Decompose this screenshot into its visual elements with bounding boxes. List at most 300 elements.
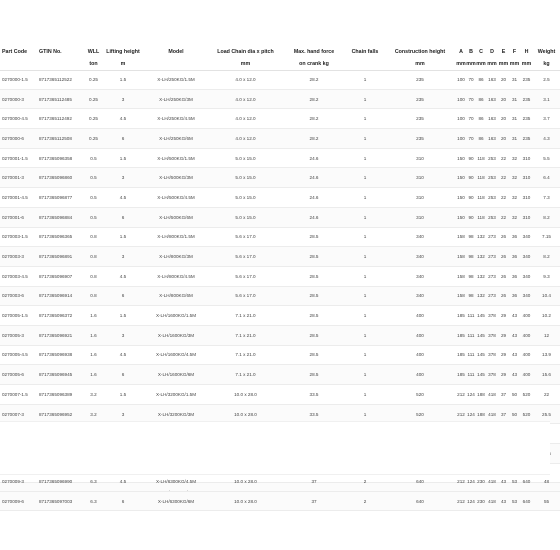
cell-w: 9.3 [533, 266, 560, 286]
cell-h: 235 [520, 109, 533, 129]
cell-h: 310 [520, 188, 533, 208]
cell-a: 100 [456, 109, 466, 129]
cell-gtin: 8717365096365 [37, 227, 84, 247]
cell-e: 43 [498, 472, 509, 491]
column-header-cons: Construction height [394, 48, 446, 55]
column-unit-wll: ton [89, 60, 98, 67]
cell-cons: 520 [384, 385, 456, 405]
cell-model: X-LH/3200KG/3M [143, 404, 209, 424]
cell-chain: 10.0 x 28.0 [209, 491, 282, 511]
cell-a: 212 [456, 472, 466, 491]
column-unit-h: mm [521, 60, 532, 67]
cell-model: X-LH/500KG/6M [143, 207, 209, 227]
table-row [0, 129, 560, 149]
cell-b: 70 [466, 70, 476, 89]
cell-falls: 1 [346, 325, 384, 345]
cell-a: 100 [456, 70, 466, 89]
cell-a: 212 [456, 491, 466, 511]
table-row [0, 306, 560, 326]
cell-d: 273 [486, 247, 498, 267]
cell-chain: 4.0 x 12.0 [209, 89, 282, 109]
cell-falls: 1 [346, 286, 384, 306]
cell-lift: 6 [103, 286, 143, 306]
cell-e: 29 [498, 325, 509, 345]
cell-w: 4.3 [533, 129, 560, 149]
cell-d: 378 [486, 325, 498, 345]
cell-wll: 6.3 [84, 472, 103, 491]
cell-f: 43 [509, 345, 520, 365]
cell-gtin: 8717365096938 [37, 345, 84, 365]
cell-lift: 3 [103, 325, 143, 345]
cell-force: 28.2 [282, 109, 346, 129]
cell-force: 28.5 [282, 306, 346, 326]
table-row [0, 207, 560, 227]
cell-w: 7.15 [533, 227, 560, 247]
cell-cons: 400 [384, 325, 456, 345]
cell-cons: 640 [384, 472, 456, 491]
cell-lift: 1.5 [103, 227, 143, 247]
cell-chain: 10.0 x 28.0 [209, 472, 282, 491]
cell-h: 520 [520, 404, 533, 424]
cell-cons: 310 [384, 168, 456, 188]
cell-cons: 400 [384, 345, 456, 365]
cell-part: 0270005-3 [0, 325, 37, 345]
cell-part: 0270001-4.5 [0, 188, 37, 208]
cell-b: 90 [466, 168, 476, 188]
cell-wll: 3.2 [84, 385, 103, 405]
cell-cons: 340 [384, 286, 456, 306]
cell-model: X-LH/800KG/4.5M [143, 266, 209, 286]
cell-part: 0270003-4.5 [0, 266, 37, 286]
cell-falls: 1 [346, 365, 384, 385]
cell-b: 124 [466, 385, 476, 405]
cell-f: 31 [509, 129, 520, 149]
cell-model: X-LH/250KG/6M [143, 129, 209, 149]
cell-force: 24.6 [282, 168, 346, 188]
cell-falls: 1 [346, 89, 384, 109]
cell-d: 163 [486, 89, 498, 109]
cell-e: 37 [498, 385, 509, 405]
cell-wll: 0.25 [84, 129, 103, 149]
cell-d: 253 [486, 168, 498, 188]
cell-falls: 1 [346, 109, 384, 129]
cell-force: 37 [282, 491, 346, 511]
cell-chain: 10.0 x 28.0 [209, 404, 282, 424]
cell-c: 230 [476, 491, 486, 511]
cell-d: 163 [486, 129, 498, 149]
column-header-wll: WLL [87, 48, 100, 55]
column-header-chain: Load Chain dia x pitch [217, 48, 274, 55]
cell-a: 212 [456, 385, 466, 405]
column-header-lift: Lifting height [106, 48, 140, 55]
cell-d: 418 [486, 404, 498, 424]
cell-b: 111 [466, 365, 476, 385]
table-row [0, 70, 560, 89]
cell-falls: 1 [346, 129, 384, 149]
cell-chain: 7.1 x 21.0 [209, 365, 282, 385]
cell-d: 253 [486, 188, 498, 208]
spec-table-body-continued [0, 472, 560, 511]
cell-model: X-LH/800KG/1.5M [143, 227, 209, 247]
cell-h: 235 [520, 89, 533, 109]
cell-gtin: 8717365096990 [37, 472, 84, 491]
column-header-f: F [512, 48, 517, 55]
cell-c: 145 [476, 306, 486, 326]
cell-model: X-LH/500KG/1.5M [143, 148, 209, 168]
cell-wll: 0.25 [84, 89, 103, 109]
cell-lift: 1.5 [103, 70, 143, 89]
cell-b: 90 [466, 188, 476, 208]
cell-gtin: 8717365112508 [37, 129, 84, 149]
cell-chain: 5.6 x 17.0 [209, 266, 282, 286]
cell-lift: 6 [103, 491, 143, 511]
table-row [0, 188, 560, 208]
table-row [0, 472, 560, 491]
cell-d: 273 [486, 286, 498, 306]
cell-lift: 4.5 [103, 188, 143, 208]
cell-part: 0270001-6 [0, 207, 37, 227]
cell-a: 158 [456, 286, 466, 306]
cell-f: 31 [509, 109, 520, 129]
cell-d: 378 [486, 306, 498, 326]
cell-wll: 0.25 [84, 109, 103, 129]
cell-e: 37 [498, 404, 509, 424]
cell-w: 8.2 [533, 247, 560, 267]
table-row [0, 491, 560, 511]
cell-f: 50 [509, 385, 520, 405]
cell-lift: 1.5 [103, 306, 143, 326]
cell-chain: 7.1 x 21.0 [209, 325, 282, 345]
table-row [0, 325, 560, 345]
cell-lift: 4.5 [103, 345, 143, 365]
column-header-a: A [459, 48, 463, 55]
cell-c: 132 [476, 286, 486, 306]
cell-w: 7.3 [533, 188, 560, 208]
cell-h: 340 [520, 266, 533, 286]
table-row [0, 286, 560, 306]
cell-f: 53 [509, 472, 520, 491]
cell-w: 8.2 [533, 207, 560, 227]
cell-gtin: 8717365096372 [37, 306, 84, 326]
cell-h: 400 [520, 365, 533, 385]
cell-d: 163 [486, 70, 498, 89]
cell-a: 158 [456, 227, 466, 247]
cell-e: 22 [498, 148, 509, 168]
cell-b: 70 [466, 89, 476, 109]
cell-b: 111 [466, 325, 476, 345]
cell-e: 22 [498, 168, 509, 188]
cell-e: 26 [498, 247, 509, 267]
cell-a: 185 [456, 365, 466, 385]
table-row [0, 148, 560, 168]
column-header-h: H [524, 48, 529, 55]
column-unit-cons: mm [415, 60, 425, 67]
cell-b: 111 [466, 345, 476, 365]
cell-lift: 3 [103, 247, 143, 267]
cell-gtin: 8717365096914 [37, 286, 84, 306]
cell-gtin: 8717365096860 [37, 168, 84, 188]
cell-chain: 7.1 x 21.0 [209, 345, 282, 365]
cell-force: 33.5 [282, 385, 346, 405]
cell-part: 0270003-3 [0, 247, 37, 267]
cell-force: 28.5 [282, 247, 346, 267]
cell-gtin: 8717365096945 [37, 365, 84, 385]
column-unit-w: kg [543, 60, 550, 67]
cell-falls: 2 [346, 472, 384, 491]
column-unit-f: mm [509, 60, 520, 67]
cell-c: 118 [476, 188, 486, 208]
cell-w: 2.5 [533, 70, 560, 89]
cell-f: 36 [509, 247, 520, 267]
cell-w: 10.2 [533, 306, 560, 326]
cell-h: 310 [520, 168, 533, 188]
cell-cons: 310 [384, 148, 456, 168]
cell-model: X-LH/1600KG/6M [143, 365, 209, 385]
cell-model: X-LH/500KG/4.5M [143, 188, 209, 208]
cell-wll: 0.5 [84, 148, 103, 168]
cell-c: 132 [476, 247, 486, 267]
spec-table-header [0, 46, 560, 71]
cell-f: 43 [509, 365, 520, 385]
cell-e: 29 [498, 365, 509, 385]
cell-model: X-LH/1600KG/3M [143, 325, 209, 345]
cell-e: 26 [498, 286, 509, 306]
cell-gtin: 8717365096891 [37, 247, 84, 267]
cell-d: 163 [486, 109, 498, 129]
cell-cons: 310 [384, 207, 456, 227]
cell-lift: 3 [103, 404, 143, 424]
cell-falls: 1 [346, 306, 384, 326]
cell-h: 640 [520, 491, 533, 511]
cell-chain: 5.0 x 15.0 [209, 168, 282, 188]
cell-d: 418 [486, 472, 498, 491]
cell-f: 43 [509, 306, 520, 326]
cell-force: 28.5 [282, 286, 346, 306]
cell-h: 235 [520, 129, 533, 149]
cell-d: 418 [486, 491, 498, 511]
cell-e: 20 [498, 89, 509, 109]
column-header-d: D [490, 48, 494, 55]
table-row [0, 365, 560, 385]
cell-model: X-LH/800KG/3M [143, 247, 209, 267]
cell-lift: 6 [103, 129, 143, 149]
cell-cons: 340 [384, 266, 456, 286]
cell-b: 90 [466, 148, 476, 168]
cell-a: 185 [456, 325, 466, 345]
column-unit-d: mm [487, 60, 497, 67]
cell-part: 0270000-3 [0, 89, 37, 109]
cell-e: 43 [498, 491, 509, 511]
table-row [0, 266, 560, 286]
cell-force: 24.6 [282, 188, 346, 208]
cell-b: 98 [466, 286, 476, 306]
cell-force: 28.5 [282, 365, 346, 385]
cell-a: 150 [456, 148, 466, 168]
cell-wll: 0.5 [84, 188, 103, 208]
column-header-falls: Chain falls [351, 48, 379, 55]
cell-wll: 0.8 [84, 266, 103, 286]
cell-d: 273 [486, 266, 498, 286]
cell-wll: 3.2 [84, 404, 103, 424]
cell-e: 29 [498, 345, 509, 365]
cell-gtin: 8717365112522 [37, 70, 84, 89]
column-header-part: Part Code [2, 48, 28, 55]
column-unit-a: mm [456, 60, 466, 67]
cell-b: 90 [466, 207, 476, 227]
cell-part: 0270007-3 [0, 404, 37, 424]
cell-part: 0270005-6 [0, 365, 37, 385]
cell-e: 22 [498, 188, 509, 208]
cell-b: 124 [466, 472, 476, 491]
cell-cons: 640 [384, 491, 456, 511]
cell-part: 0270000-4.5 [0, 109, 37, 129]
column-unit-force: on crank kg [299, 60, 329, 67]
cell-gtin: 8717365096358 [37, 148, 84, 168]
cell-part: 0270007-1.5 [0, 385, 37, 405]
cell-c: 86 [476, 129, 486, 149]
cell-b: 124 [466, 404, 476, 424]
cell-c: 132 [476, 227, 486, 247]
cell-gtin: 8717365096907 [37, 266, 84, 286]
cell-part: 0270009-6 [0, 491, 37, 511]
column-header-model: Model [168, 48, 184, 55]
cell-cons: 520 [384, 404, 456, 424]
cell-force: 33.5 [282, 404, 346, 424]
cell-wll: 1.6 [84, 306, 103, 326]
cell-part: 0270005-4.5 [0, 345, 37, 365]
cell-lift: 4.5 [103, 266, 143, 286]
cell-lift: 6 [103, 207, 143, 227]
cell-force: 28.5 [282, 325, 346, 345]
cell-c: 86 [476, 70, 486, 89]
cell-c: 132 [476, 266, 486, 286]
cell-h: 640 [520, 472, 533, 491]
cell-d: 253 [486, 207, 498, 227]
column-header-w: Weight [537, 48, 556, 55]
cell-wll: 0.8 [84, 247, 103, 267]
column-unit-falls [346, 58, 384, 71]
cell-h: 340 [520, 247, 533, 267]
cell-a: 212 [456, 404, 466, 424]
cell-wll: 0.5 [84, 168, 103, 188]
cell-h: 400 [520, 306, 533, 326]
cell-c: 188 [476, 385, 486, 405]
column-header-gtin: GTIN No. [39, 48, 62, 55]
cell-a: 158 [456, 266, 466, 286]
cell-b: 124 [466, 491, 476, 511]
cell-b: 111 [466, 306, 476, 326]
cell-a: 150 [456, 188, 466, 208]
cell-w: 6.4 [533, 168, 560, 188]
cell-model: X-LH/6300KG/6M [143, 491, 209, 511]
cell-force: 28.5 [282, 227, 346, 247]
cell-chain: 5.6 x 17.0 [209, 247, 282, 267]
cell-h: 400 [520, 325, 533, 345]
cell-f: 53 [509, 491, 520, 511]
cell-h: 400 [520, 345, 533, 365]
cell-h: 310 [520, 207, 533, 227]
cell-model: X-LH/3200KG/1.5M [143, 385, 209, 405]
cell-part: 0270001-1.5 [0, 148, 37, 168]
cell-wll: 0.8 [84, 227, 103, 247]
cell-gtin: 8717365096921 [37, 325, 84, 345]
cell-c: 145 [476, 345, 486, 365]
cell-lift: 1.5 [103, 148, 143, 168]
cell-falls: 1 [346, 266, 384, 286]
column-unit-c: mm [476, 60, 486, 67]
cell-force: 24.6 [282, 207, 346, 227]
cell-falls: 1 [346, 385, 384, 405]
cell-c: 118 [476, 207, 486, 227]
cell-cons: 235 [384, 109, 456, 129]
cell-part: 0270000-1.5 [0, 70, 37, 89]
table-row [0, 227, 560, 247]
cell-cons: 340 [384, 247, 456, 267]
cell-cons: 235 [384, 70, 456, 89]
cell-w: 15.6 [533, 365, 560, 385]
cell-gtin: 8717365097003 [37, 491, 84, 511]
cell-f: 32 [509, 188, 520, 208]
cell-h: 310 [520, 148, 533, 168]
table-row [0, 247, 560, 267]
cell-gtin: 8717365112485 [37, 89, 84, 109]
cell-chain: 5.0 x 15.0 [209, 148, 282, 168]
cell-w: 3.7 [533, 109, 560, 129]
cell-w: 48 [533, 472, 560, 491]
cell-w: 5.5 [533, 148, 560, 168]
cell-falls: 1 [346, 404, 384, 424]
cell-cons: 400 [384, 365, 456, 385]
cell-chain: 5.6 x 17.0 [209, 286, 282, 306]
cell-wll: 1.6 [84, 365, 103, 385]
cell-wll: 0.25 [84, 70, 103, 89]
cell-w: 25.5 [533, 404, 560, 424]
table-row [0, 168, 560, 188]
cell-d: 253 [486, 148, 498, 168]
cell-chain: 4.0 x 12.0 [209, 109, 282, 129]
cell-d: 273 [486, 227, 498, 247]
cell-falls: 1 [346, 148, 384, 168]
cell-falls: 1 [346, 207, 384, 227]
column-unit-b: mm [466, 60, 476, 67]
cell-a: 158 [456, 247, 466, 267]
cell-part: 0270000-6 [0, 129, 37, 149]
cell-cons: 340 [384, 227, 456, 247]
cell-wll: 1.6 [84, 345, 103, 365]
cell-f: 36 [509, 266, 520, 286]
cell-d: 378 [486, 345, 498, 365]
column-header-b: B [469, 48, 473, 55]
cell-force: 28.2 [282, 89, 346, 109]
cell-b: 98 [466, 247, 476, 267]
cell-cons: 400 [384, 306, 456, 326]
cell-model: X-LH/250KG/4.5M [143, 109, 209, 129]
cell-e: 26 [498, 266, 509, 286]
cell-f: 31 [509, 70, 520, 89]
cell-gtin: 8717365096952 [37, 404, 84, 424]
column-unit-chain: mm [240, 60, 251, 67]
cell-model: X-LH/1600KG/1.5M [143, 306, 209, 326]
cell-a: 100 [456, 89, 466, 109]
cell-falls: 1 [346, 70, 384, 89]
cell-c: 118 [476, 168, 486, 188]
cell-falls: 1 [346, 345, 384, 365]
cell-c: 86 [476, 109, 486, 129]
cell-b: 70 [466, 109, 476, 129]
cell-lift: 4.5 [103, 109, 143, 129]
cell-chain: 10.0 x 28.0 [209, 385, 282, 405]
cell-part: 0270003-6 [0, 286, 37, 306]
